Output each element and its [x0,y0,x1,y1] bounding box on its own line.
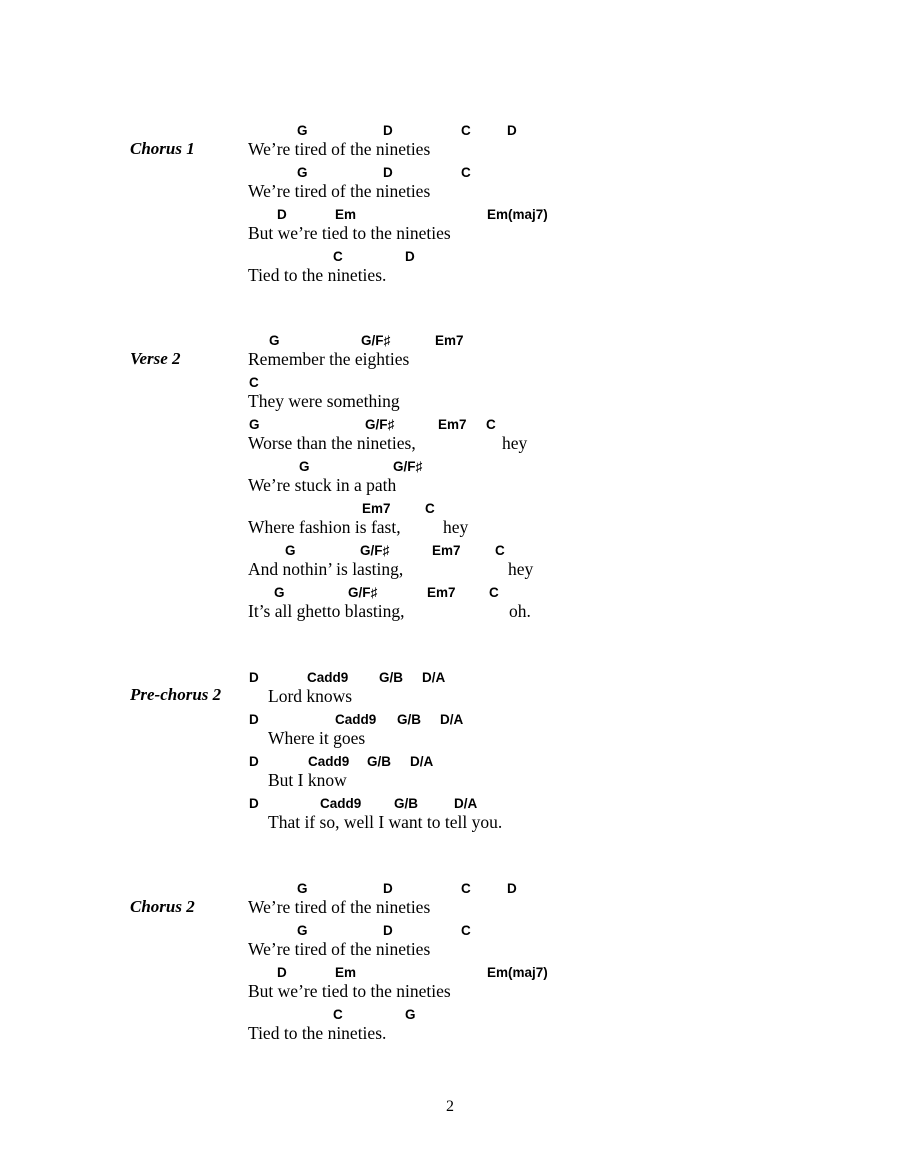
chord: D [277,207,287,222]
lyric-line: They were something [248,391,400,411]
chord-row [0,754,900,770]
chord: G [299,459,310,474]
chord-row [0,123,900,139]
chord-row [0,543,900,559]
chord: C [461,923,471,938]
chord: G/F♯ [361,333,391,348]
chord: D [277,965,287,980]
chord: G/B [397,712,422,727]
chord: G/B [394,796,419,811]
lyric-tail: hey [508,559,534,579]
chord-row [0,207,900,223]
lyric-line: We’re tired of the nineties [248,897,431,917]
chord: D/A [440,712,464,727]
chord: C [249,375,259,390]
lyric-tail: hey [443,517,469,537]
chord: C [489,585,499,600]
page-number: 2 [446,1098,454,1115]
chord-row [0,712,900,728]
chord: Em [335,965,357,980]
chord: D/A [422,670,446,685]
chord-row [0,165,900,181]
lyric-line: We’re stuck in a path [248,475,397,495]
chord: D [383,923,393,938]
chord: C [461,123,471,138]
chord-row [0,459,900,475]
chord: D [405,249,415,264]
chord: Em [335,207,357,222]
chord: G/B [379,670,404,685]
section-label-chorus-2: Chorus 2 [130,897,195,916]
chord: D [249,670,259,685]
lyric-line: Where it goes [268,728,366,748]
chord: Em7 [432,543,461,558]
chord: C [425,501,435,516]
chord: Cadd9 [307,670,349,685]
chord-row [0,670,900,686]
chord-row [0,375,900,391]
chord: D [383,881,393,896]
chord-row [0,333,900,349]
lyric-tail: hey [502,433,528,453]
lyric-line: Worse than the nineties, [248,433,416,453]
chord-row [0,965,900,981]
lyric-line: Lord knows [268,686,353,706]
chord: Em7 [438,417,467,432]
chord-row [0,881,900,897]
chord-row [0,417,900,433]
chord-row [0,585,900,601]
chord-row [0,796,900,812]
chord-row [0,923,900,939]
chord: C [461,165,471,180]
section-label-pre-chorus-2: Pre-chorus 2 [130,685,222,704]
lyric-line: Remember the eighties [248,349,410,369]
lyric-line: It’s all ghetto blasting, [248,601,405,621]
chord: C [461,881,471,896]
chord: D/A [454,796,478,811]
lyric-line: But I know [268,770,347,790]
chord: Cadd9 [335,712,377,727]
chord: C [333,249,343,264]
chord-row [0,249,900,265]
lyric-line: Tied to the nineties. [248,265,387,285]
lyric-line: Tied to the nineties. [248,1023,387,1043]
chord: Cadd9 [320,796,362,811]
chord: Em7 [427,585,456,600]
chord: D [507,123,517,138]
lyric-line: We’re tired of the nineties [248,939,431,959]
lyric-line: Where fashion is fast, [248,517,401,537]
chord: G [285,543,296,558]
chord: Em(maj7) [487,207,548,222]
chord: G [249,417,260,432]
chord: D [383,123,393,138]
chord: D [249,754,259,769]
chord: D [249,712,259,727]
lyric-line: But we’re tied to the nineties [248,223,451,243]
chord: G [269,333,280,348]
chord: Em(maj7) [487,965,548,980]
chord: D [249,796,259,811]
chord: G/F♯ [365,417,395,432]
lyric-line: We’re tired of the nineties [248,181,431,201]
chord: G [297,165,308,180]
chord: G [274,585,285,600]
chord: G [297,881,308,896]
chord: C [333,1007,343,1022]
chord: D [383,165,393,180]
chord: G/F♯ [360,543,390,558]
chord: G/B [367,754,392,769]
chord: G/F♯ [348,585,378,600]
lyric-line: And nothin’ is lasting, [248,559,404,579]
lyric-line: That if so, well I want to tell you. [268,812,503,832]
chord: Em7 [435,333,464,348]
chord: D/A [410,754,434,769]
chord: G [297,923,308,938]
lyric-tail: oh. [509,601,531,621]
chord: C [486,417,496,432]
chord: D [507,881,517,896]
chord-row [0,1007,900,1023]
section-label-verse-2: Verse 2 [130,349,181,368]
chord: G [405,1007,416,1022]
chord: Em7 [362,501,391,516]
lyric-line: We’re tired of the nineties [248,139,431,159]
section-label-chorus-1: Chorus 1 [130,139,195,158]
chord-row [0,501,900,517]
chord: G/F♯ [393,459,423,474]
chord: Cadd9 [308,754,350,769]
chord: G [297,123,308,138]
lyric-line: But we’re tied to the nineties [248,981,451,1001]
chord: C [495,543,505,558]
